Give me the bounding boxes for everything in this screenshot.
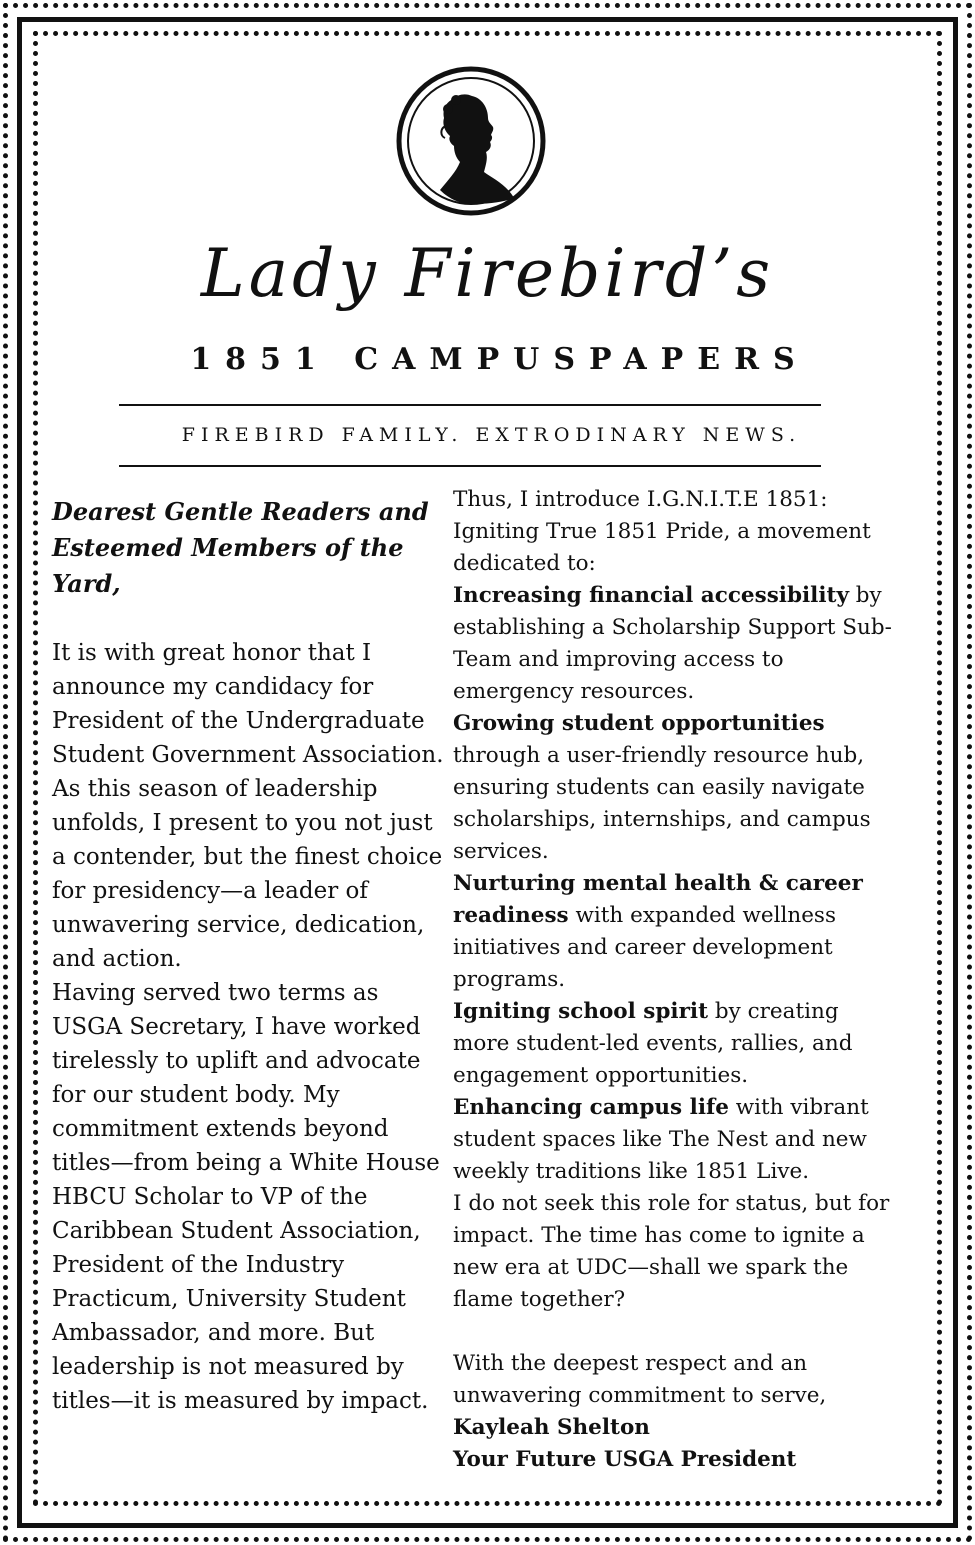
platform-item xyxy=(453,996,893,1092)
signature-name xyxy=(453,1412,893,1444)
silhouette-cameo-icon xyxy=(396,66,546,216)
right-column xyxy=(453,484,893,1476)
bottom-rule xyxy=(119,465,821,467)
ignite-intro: Thus, I introduce I.G.N.I.T.E 1851: Igniting True 1851 Pride, a movement dedicated to: xyxy=(453,487,871,576)
platform-item-text: with expanded wellness initiatives and career development programs. xyxy=(453,903,836,992)
signature-title xyxy=(453,1444,893,1476)
platform-item-text: with vibrant student spaces like The Nest and new weekly traditions like 1851 Live. xyxy=(453,1095,869,1184)
platform-item-heading: Growing student opportunities xyxy=(453,711,825,736)
platform-item xyxy=(453,580,893,708)
left-column xyxy=(52,494,444,1418)
candidacy-paragraph: It is with great honor that I announce my candidacy for President of the Undergraduate Student Government Association. As this season of leadership unfolds, I present to you not just a contender, but the finest choice for presidency—a leader of unwavering service, dedication, and action. xyxy=(52,640,444,972)
platform-item-text: by establishing a Scholarship Support Sub-Team and improving access to emergency resources. xyxy=(453,583,892,704)
platform-item-heading: Increasing financial accessibility xyxy=(453,583,849,608)
candidate-title: Your Future USGA President xyxy=(453,1447,797,1472)
experience-paragraph: Having served two terms as USGA Secretary, I have worked tirelessly to uplift and advocate for our student body. My commitment extends beyond titles—from being a White House HBCU Scholar to VP of the Caribbean Student Association, President of the Industry Practicum, University Student Ambassador, and more. But leadership is not measured by titles—it is measured by impact. xyxy=(52,980,440,1414)
signoff: With the deepest respect and an unwavering commitment to serve, xyxy=(453,1351,827,1408)
closing-paragraph: I do not seek this role for status, but for impact. The time has come to ignite a new era at UDC—shall we spark the flame together? xyxy=(453,1191,890,1312)
newspaper-tagline: FIREBIRD FAMILY. EXTRODINARY NEWS. xyxy=(181,424,802,446)
platform-item-heading: Igniting school spirit xyxy=(453,999,709,1024)
platform-item-heading: Nurturing mental health & career readiness xyxy=(453,871,863,928)
platform-item xyxy=(453,868,893,996)
platform-item-text: through a user-friendly resource hub, ensuring students can easily navigate scholarships, internships, and campus services. xyxy=(453,743,871,864)
newspaper-subtitle: 1851 CAMPUSPAPERS xyxy=(190,342,809,377)
salutation: Dearest Gentle Readers and Esteemed Members of the Yard, xyxy=(52,497,429,598)
newspaper-title: Lady Firebird’s xyxy=(200,235,775,312)
platform-item-text: by creating more student-led events, rallies, and engagement opportunities. xyxy=(453,999,853,1088)
platform-item xyxy=(453,708,893,868)
platform-item xyxy=(453,1092,893,1188)
candidate-name: Kayleah Shelton xyxy=(453,1415,650,1440)
top-rule xyxy=(119,404,821,406)
platform-item-heading: Enhancing campus life xyxy=(453,1095,729,1120)
